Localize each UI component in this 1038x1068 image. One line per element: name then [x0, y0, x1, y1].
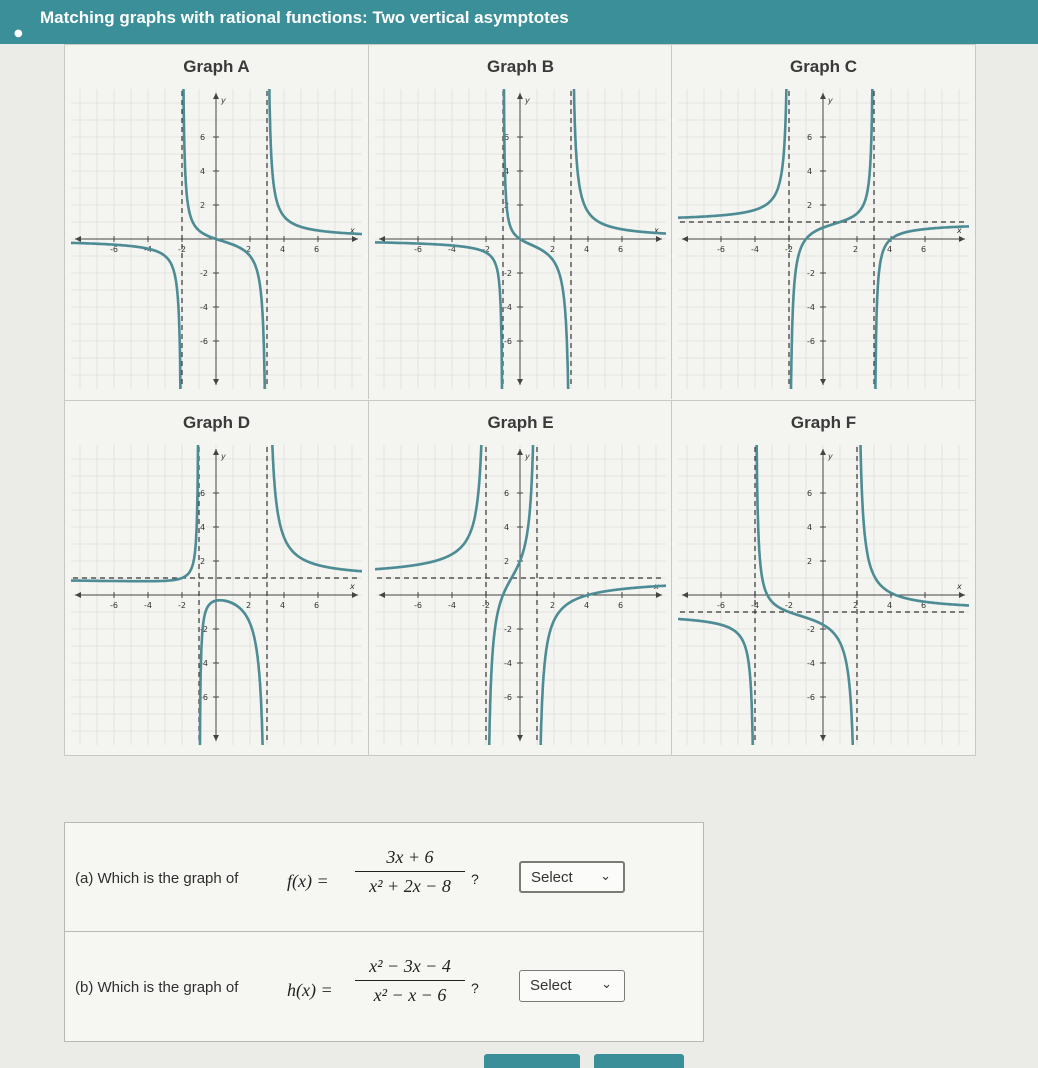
x-tick-label: -2: [785, 245, 793, 254]
questions-panel: [64, 822, 704, 1042]
y-axis-arrow-down: [820, 735, 826, 741]
x-tick-label: 2: [550, 601, 556, 610]
y-axis-label: y: [221, 96, 226, 105]
x-tick-label: 2: [246, 245, 252, 254]
x-tick-label: -2: [482, 245, 490, 254]
x-axis-arrow-left: [75, 236, 81, 242]
y-tick-label: -2: [200, 625, 208, 634]
y-axis-arrow-down: [213, 735, 219, 741]
formula-h-numerator: x² − 3x − 4: [355, 956, 465, 981]
y-axis-arrow: [517, 449, 523, 455]
question-a-text: (a) Which is the graph of: [75, 870, 239, 887]
y-tick-label: -6: [807, 693, 815, 702]
x-axis-label: x: [957, 582, 962, 591]
nav-button-left[interactable]: [484, 1054, 580, 1068]
x-tick-label: 6: [921, 245, 927, 254]
x-axis-arrow: [959, 236, 965, 242]
x-tick-label: -2: [482, 601, 490, 610]
x-axis-arrow: [352, 592, 358, 598]
x-tick-label: 4: [887, 245, 893, 254]
x-axis-arrow-left: [682, 236, 688, 242]
y-tick-label: 2: [807, 201, 813, 210]
x-axis-arrow-left: [379, 592, 385, 598]
formula-f-fraction: [355, 847, 465, 897]
function-curve-branch: [537, 585, 666, 745]
y-axis-arrow-down: [213, 379, 219, 385]
y-tick-label: -4: [200, 303, 208, 312]
formula-f-numerator: 3x + 6: [355, 847, 465, 872]
x-tick-label: 2: [853, 601, 859, 610]
graph-d-cell: [65, 400, 368, 755]
y-tick-label: -6: [200, 337, 208, 346]
x-tick-label: -4: [751, 601, 759, 610]
graph-a-label: Graph A: [183, 57, 250, 76]
graph-e-plot: [375, 445, 666, 745]
function-curve-branch: [678, 619, 755, 746]
graph-c-label: Graph C: [789, 57, 858, 76]
y-tick-label: -4: [200, 659, 208, 668]
x-axis-arrow: [656, 592, 662, 598]
formula-h-denominator: x² − x − 6: [373, 985, 447, 1005]
graphs-panel: [64, 44, 976, 756]
x-tick-label: 2: [853, 245, 859, 254]
y-axis-label: y: [828, 96, 833, 105]
y-tick-label: 6: [200, 489, 206, 498]
x-axis-label: x: [350, 582, 355, 591]
x-axis-arrow-left: [75, 592, 81, 598]
x-axis-arrow: [352, 236, 358, 242]
question-b-mark: ?: [471, 980, 479, 996]
function-curve-branch: [571, 89, 666, 234]
x-tick-label: -4: [448, 601, 456, 610]
x-tick-label: -6: [110, 601, 118, 610]
x-tick-label: 2: [550, 245, 556, 254]
y-axis-arrow: [820, 93, 826, 99]
chevron-down-icon: ⌄: [600, 869, 611, 884]
x-tick-label: 6: [314, 245, 320, 254]
y-tick-label: 2: [200, 557, 206, 566]
formula-f-name: f(x) =: [287, 871, 329, 891]
y-tick-label: -4: [807, 659, 815, 668]
graph-d-label: Graph D: [182, 413, 251, 432]
chevron-down-icon: ⌄: [601, 977, 612, 992]
x-axis-label: x: [654, 582, 659, 591]
y-axis-arrow: [820, 449, 826, 455]
x-tick-label: 4: [280, 245, 286, 254]
y-tick-label: 2: [504, 201, 510, 210]
x-tick-label: -6: [717, 601, 725, 610]
y-tick-label: 4: [200, 523, 206, 532]
y-tick-label: 6: [200, 133, 206, 142]
x-tick-label: -6: [717, 245, 725, 254]
y-axis-label: y: [525, 96, 530, 105]
y-axis-arrow: [517, 93, 523, 99]
y-tick-label: 4: [200, 167, 206, 176]
y-tick-label: -2: [807, 269, 815, 278]
x-axis-label: x: [654, 226, 659, 235]
y-tick-label: -4: [504, 303, 512, 312]
y-tick-label: 4: [504, 167, 510, 176]
graph-e-label: Graph E: [487, 413, 554, 432]
x-tick-label: -6: [414, 245, 422, 254]
nav-button-right[interactable]: [594, 1054, 684, 1068]
graph-a-cell: [65, 45, 368, 399]
bullet-icon: ●: [14, 28, 23, 39]
y-tick-label: 6: [504, 133, 510, 142]
y-tick-label: 6: [807, 133, 813, 142]
x-tick-label: 4: [584, 601, 590, 610]
header-bar: [0, 0, 1038, 44]
y-axis-arrow: [213, 449, 219, 455]
question-a-mark: ?: [471, 871, 479, 887]
x-tick-label: -4: [751, 245, 759, 254]
x-tick-label: 4: [584, 245, 590, 254]
y-tick-label: -2: [504, 625, 512, 634]
y-tick-label: -6: [504, 693, 512, 702]
page-title: Matching graphs with rational functions: Two vertical asymptotes: [40, 8, 569, 27]
graph-c-cell: [671, 45, 975, 399]
question-a-row: [65, 823, 703, 931]
graph-b-plot: [375, 89, 666, 389]
x-tick-label: -4: [144, 245, 152, 254]
x-tick-label: 6: [314, 601, 320, 610]
answer-a-select-label: Select: [531, 869, 573, 886]
x-tick-label: -2: [785, 601, 793, 610]
x-tick-label: 4: [280, 601, 286, 610]
y-tick-label: 6: [504, 489, 510, 498]
x-axis-arrow: [656, 236, 662, 242]
y-axis-arrow: [213, 93, 219, 99]
formula-h-fraction: [355, 956, 465, 1006]
question-b-row: [65, 931, 703, 1040]
graph-a-plot: [71, 89, 362, 389]
formula-h-name: h(x) =: [287, 980, 333, 1000]
formula-f-denominator: x² + 2x − 8: [369, 876, 451, 896]
x-tick-label: -6: [110, 245, 118, 254]
x-tick-label: -4: [448, 245, 456, 254]
graph-f-cell: [671, 400, 975, 755]
answer-a-select[interactable]: [519, 861, 625, 893]
y-axis-arrow-down: [517, 735, 523, 741]
y-tick-label: 4: [504, 523, 510, 532]
graph-d-plot: [71, 445, 362, 745]
y-tick-label: 6: [807, 489, 813, 498]
x-axis-arrow: [959, 592, 965, 598]
y-tick-label: -6: [504, 337, 512, 346]
y-tick-label: -6: [807, 337, 815, 346]
graph-c-plot: [678, 89, 969, 389]
x-tick-label: -6: [414, 601, 422, 610]
function-curve-branch: [267, 445, 362, 572]
x-tick-label: 6: [921, 601, 927, 610]
answer-b-select[interactable]: [519, 970, 625, 1002]
x-tick-label: -4: [144, 601, 152, 610]
x-axis-arrow-left: [682, 592, 688, 598]
graph-b-label: Graph B: [486, 57, 555, 76]
graph-f-label: Graph F: [790, 413, 857, 432]
graph-e-cell: [368, 400, 672, 755]
y-tick-label: 2: [504, 557, 510, 566]
y-axis-arrow-down: [517, 379, 523, 385]
y-tick-label: -4: [504, 659, 512, 668]
y-tick-label: 4: [807, 167, 813, 176]
x-tick-label: 6: [618, 601, 624, 610]
answer-b-select-label: Select: [530, 977, 572, 994]
x-tick-label: 6: [618, 245, 624, 254]
x-tick-label: -2: [178, 245, 186, 254]
y-tick-label: -6: [200, 693, 208, 702]
y-tick-label: -2: [200, 269, 208, 278]
graph-f-plot: [678, 445, 969, 745]
x-tick-label: -2: [178, 601, 186, 610]
y-axis-label: y: [221, 452, 226, 461]
x-tick-label: 2: [246, 601, 252, 610]
x-tick-label: 4: [887, 601, 893, 610]
y-tick-label: -2: [504, 269, 512, 278]
function-curve-branch: [375, 242, 503, 389]
y-axis-label: y: [828, 452, 833, 461]
y-tick-label: 2: [200, 201, 206, 210]
y-tick-label: 2: [807, 557, 813, 566]
question-b-text: (b) Which is the graph of: [75, 979, 239, 996]
y-axis-arrow-down: [820, 379, 826, 385]
function-curve-branch: [267, 89, 362, 234]
x-axis-label: x: [957, 226, 962, 235]
y-tick-label: -2: [807, 625, 815, 634]
graph-b-cell: [368, 45, 672, 399]
y-axis-label: y: [525, 452, 530, 461]
y-tick-label: 4: [807, 523, 813, 532]
y-tick-label: -4: [807, 303, 815, 312]
x-axis-label: x: [350, 226, 355, 235]
